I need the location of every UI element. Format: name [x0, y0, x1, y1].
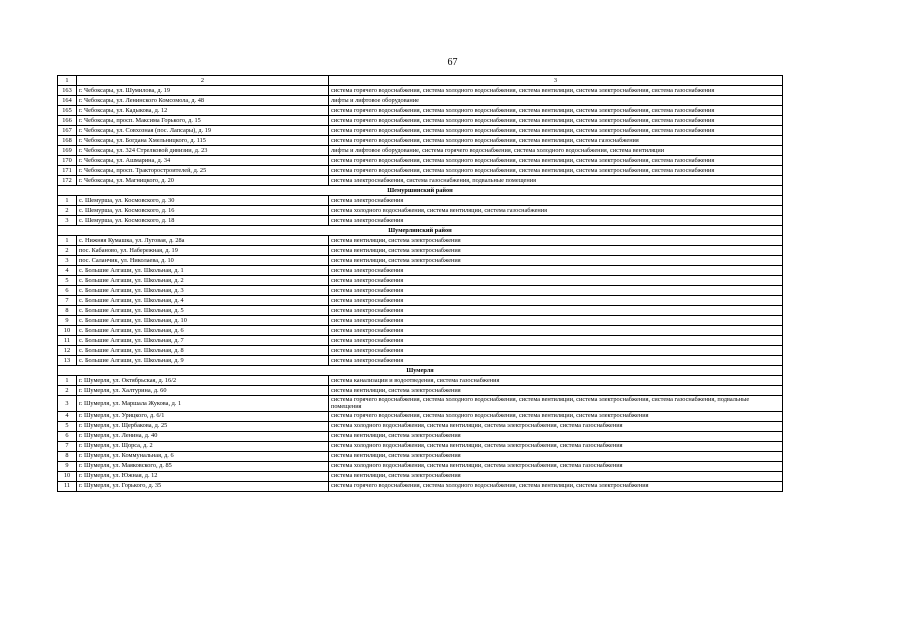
row-address: г. Чебоксары, ул. Шумилова, д. 19: [77, 86, 329, 96]
table-row: [58, 236, 783, 246]
table-row: [58, 336, 783, 346]
row-systems: система горячего водоснабжения, система холодного водоснабжения, система вентиляции, система газоснабжения: [329, 136, 783, 146]
row-number: 164: [58, 96, 77, 106]
row-address: с. Большие Алгаши, ул. Школьная, д. 6: [77, 326, 329, 336]
table-row: [58, 346, 783, 356]
table-row: [58, 146, 783, 156]
row-address: с. Большие Алгаши, ул. Школьная, д. 2: [77, 276, 329, 286]
table-row: [58, 441, 783, 451]
row-number: 11: [58, 336, 77, 346]
table-row: [58, 376, 783, 386]
table-row: [58, 286, 783, 296]
table-row: [58, 481, 783, 491]
row-systems: система электроснабжения: [329, 216, 783, 226]
row-number: 3: [58, 256, 77, 266]
section-row: [58, 186, 783, 196]
row-number: 9: [58, 316, 77, 326]
table-row: [58, 216, 783, 226]
table-row: [58, 461, 783, 471]
row-number: 7: [58, 296, 77, 306]
row-systems: система вентиляции, система электроснабжения: [329, 256, 783, 266]
row-address: г. Чебоксары, ул. Ашмарина, д. 34: [77, 156, 329, 166]
section-title: Шумерлинский район: [58, 226, 783, 236]
row-systems: система электроснабжения: [329, 296, 783, 306]
row-address: с. Большие Алгаши, ул. Школьная, д. 10: [77, 316, 329, 326]
row-number: 2: [58, 206, 77, 216]
row-systems: система электроснабжения: [329, 276, 783, 286]
row-number: 5: [58, 276, 77, 286]
row-number: 8: [58, 451, 77, 461]
row-number: 11: [58, 481, 77, 491]
row-systems: система холодного водоснабжения, система вентиляции, система газоснабжения: [329, 206, 783, 216]
row-number: 168: [58, 136, 77, 146]
row-number: 6: [58, 286, 77, 296]
row-address: г. Шумерля, ул. Октябрьская, д. 16/2: [77, 376, 329, 386]
header-col-1: 1: [58, 76, 77, 86]
row-address: г. Чебоксары, ул. Магницкого, д. 20: [77, 176, 329, 186]
row-systems: система электроснабжения: [329, 356, 783, 366]
row-systems: система электроснабжения, система газоснабжения, подвальные помещения: [329, 176, 783, 186]
table-row: [58, 266, 783, 276]
table-row: [58, 386, 783, 396]
row-systems: лифты и лифтовое оборудование, система горячего водоснабжения, система холодного водоснабжения, система вентиляции: [329, 146, 783, 156]
section-row: [58, 226, 783, 236]
row-number: 8: [58, 306, 77, 316]
table-header-row: [58, 76, 783, 86]
row-number: 12: [58, 346, 77, 356]
row-systems: система горячего водоснабжения, система холодного водоснабжения, система вентиляции, система электроснабжения: [329, 481, 783, 491]
header-col-3: 3: [329, 76, 783, 86]
table-row: [58, 196, 783, 206]
section-row: [58, 366, 783, 376]
row-number: 6: [58, 431, 77, 441]
row-number: 5: [58, 421, 77, 431]
table-row: [58, 326, 783, 336]
row-address: г. Шумерля, ул. Маяковского, д. 85: [77, 461, 329, 471]
table-row: [58, 411, 783, 421]
table-row: [58, 176, 783, 186]
row-number: 4: [58, 266, 77, 276]
section-title: Шумерля: [58, 366, 783, 376]
row-systems: система электроснабжения: [329, 316, 783, 326]
row-address: г. Чебоксары, ул. 324 Стрелковой дивизии, д. 23: [77, 146, 329, 156]
row-address: пос. Кабаново, ул. Набережная, д. 19: [77, 246, 329, 256]
table-row: [58, 156, 783, 166]
row-address: г. Чебоксары, просп. Тракторостроителей, д. 25: [77, 166, 329, 176]
row-number: 172: [58, 176, 77, 186]
row-address: г. Чебоксары, ул. Кадыкова, д. 12: [77, 106, 329, 116]
row-number: 165: [58, 106, 77, 116]
row-systems: система вентиляции, система электроснабжения: [329, 386, 783, 396]
row-systems: система горячего водоснабжения, система холодного водоснабжения, система вентиляции, система электроснабжения, система газоснабжения, подвальные помещения: [329, 396, 783, 412]
row-systems: система горячего водоснабжения, система холодного водоснабжения, система вентиляции, система электроснабжения, система газоснабжения: [329, 86, 783, 96]
row-systems: система канализации и водоотведения, система газоснабжения: [329, 376, 783, 386]
table-row: [58, 86, 783, 96]
table-row: [58, 421, 783, 431]
row-address: г. Шумерля, ул. Маршала Жукова, д. 1: [77, 396, 329, 412]
row-systems: система электроснабжения: [329, 286, 783, 296]
row-systems: система вентиляции, система электроснабжения: [329, 451, 783, 461]
row-address: г. Чебоксары, ул. Богдана Хмельницкого, д. 115: [77, 136, 329, 146]
table-body: [58, 76, 783, 492]
row-systems: система горячего водоснабжения, система холодного водоснабжения, система вентиляции, система электроснабжения: [329, 411, 783, 421]
page-number: 67: [447, 57, 458, 68]
table-row: [58, 276, 783, 286]
row-systems: система горячего водоснабжения, система холодного водоснабжения, система вентиляции, система электроснабжения, система газоснабжения: [329, 106, 783, 116]
table-row: [58, 256, 783, 266]
table-row: [58, 126, 783, 136]
row-systems: система холодного водоснабжения, система вентиляции, система электроснабжения, система газоснабжения: [329, 461, 783, 471]
row-number: 3: [58, 396, 77, 412]
row-address: с. Большие Алгаши, ул. Школьная, д. 8: [77, 346, 329, 356]
row-systems: система вентиляции, система электроснабжения: [329, 471, 783, 481]
row-systems: лифты и лифтовое оборудование: [329, 96, 783, 106]
row-number: 171: [58, 166, 77, 176]
row-number: 1: [58, 196, 77, 206]
row-address: г. Шумерля, ул. Халтурина, д. 60: [77, 386, 329, 396]
row-number: 163: [58, 86, 77, 96]
row-systems: система вентиляции, система электроснабжения: [329, 246, 783, 256]
table-row: [58, 206, 783, 216]
row-systems: система холодного водоснабжения, система вентиляции, система электроснабжения, система газоснабжения: [329, 441, 783, 451]
table-row: [58, 136, 783, 146]
row-address: г. Чебоксары, просп. Максима Горького, д. 15: [77, 116, 329, 126]
row-number: 1: [58, 236, 77, 246]
table-row: [58, 451, 783, 461]
table-row: [58, 471, 783, 481]
row-systems: система горячего водоснабжения, система холодного водоснабжения, система вентиляции, система электроснабжения, система газоснабжения: [329, 156, 783, 166]
row-address: с. Большие Алгаши, ул. Школьная, д. 7: [77, 336, 329, 346]
row-address: г. Шумерля, ул. Коммунальная, д. 6: [77, 451, 329, 461]
table-row: [58, 431, 783, 441]
row-systems: система электроснабжения: [329, 196, 783, 206]
row-address: с. Большие Алгаши, ул. Школьная, д. 9: [77, 356, 329, 366]
row-number: 13: [58, 356, 77, 366]
section-title: Шемуршинский район: [58, 186, 783, 196]
row-systems: система электроснабжения: [329, 266, 783, 276]
row-number: 2: [58, 386, 77, 396]
table-row: [58, 96, 783, 106]
table-row: [58, 316, 783, 326]
row-systems: система электроснабжения: [329, 346, 783, 356]
row-number: 1: [58, 376, 77, 386]
row-address: с. Шемурша, ул. Космовского, д. 16: [77, 206, 329, 216]
row-address: с. Большие Алгаши, ул. Школьная, д. 1: [77, 266, 329, 276]
table-row: [58, 356, 783, 366]
row-number: 169: [58, 146, 77, 156]
row-address: г. Шумерля, ул. Горького, д. 35: [77, 481, 329, 491]
table-row: [58, 306, 783, 316]
row-systems: система горячего водоснабжения, система холодного водоснабжения, система вентиляции, система электроснабжения, система газоснабжения: [329, 166, 783, 176]
row-address: г. Чебоксары, ул. Совхозная (пос. Лапсары), д. 19: [77, 126, 329, 136]
table-row: [58, 246, 783, 256]
row-number: 10: [58, 471, 77, 481]
row-systems: система вентиляции, система электроснабжения: [329, 431, 783, 441]
row-systems: система холодного водоснабжения, система вентиляции, система электроснабжения, система газоснабжения: [329, 421, 783, 431]
row-number: 2: [58, 246, 77, 256]
row-number: 167: [58, 126, 77, 136]
row-address: г. Шумерля, ул. Урицкого, д. 6/1: [77, 411, 329, 421]
table-row: [58, 396, 783, 412]
row-number: 9: [58, 461, 77, 471]
table-row: [58, 106, 783, 116]
row-number: 166: [58, 116, 77, 126]
row-address: г. Шумерля, ул. Ленина, д. 40: [77, 431, 329, 441]
table-row: [58, 296, 783, 306]
row-address: пос. Саланчик, ул. Николаева, д. 10: [77, 256, 329, 266]
row-systems: система вентиляции, система электроснабжения: [329, 236, 783, 246]
row-number: 10: [58, 326, 77, 336]
row-address: г. Шумерля, ул. Щербакова, д. 25: [77, 421, 329, 431]
row-number: 3: [58, 216, 77, 226]
row-number: 7: [58, 441, 77, 451]
row-address: с. Большие Алгаши, ул. Школьная, д. 3: [77, 286, 329, 296]
row-address: с. Нижняя Кумашка, ул. Луговая, д. 28а: [77, 236, 329, 246]
row-systems: система горячего водоснабжения, система холодного водоснабжения, система вентиляции, система электроснабжения, система газоснабжения: [329, 116, 783, 126]
row-address: с. Шемурша, ул. Космовского, д. 30: [77, 196, 329, 206]
row-address: с. Шемурша, ул. Космовского, д. 18: [77, 216, 329, 226]
table-row: [58, 166, 783, 176]
row-systems: система электроснабжения: [329, 326, 783, 336]
row-systems: система горячего водоснабжения, система холодного водоснабжения, система вентиляции, система электроснабжения, система газоснабжения: [329, 126, 783, 136]
row-systems: система электроснабжения: [329, 306, 783, 316]
systems-table: [57, 75, 783, 492]
row-number: 170: [58, 156, 77, 166]
header-col-2: 2: [77, 76, 329, 86]
row-address: с. Большие Алгаши, ул. Школьная, д. 4: [77, 296, 329, 306]
row-number: 4: [58, 411, 77, 421]
row-systems: система электроснабжения: [329, 336, 783, 346]
table-row: [58, 116, 783, 126]
row-address: с. Большие Алгаши, ул. Школьная, д. 5: [77, 306, 329, 316]
row-address: г. Шумерля, ул. Южная, д. 12: [77, 471, 329, 481]
row-address: г. Шумерля, ул. Щорса, д. 2: [77, 441, 329, 451]
row-address: г. Чебоксары, ул. Ленинского Комсомола, д. 48: [77, 96, 329, 106]
